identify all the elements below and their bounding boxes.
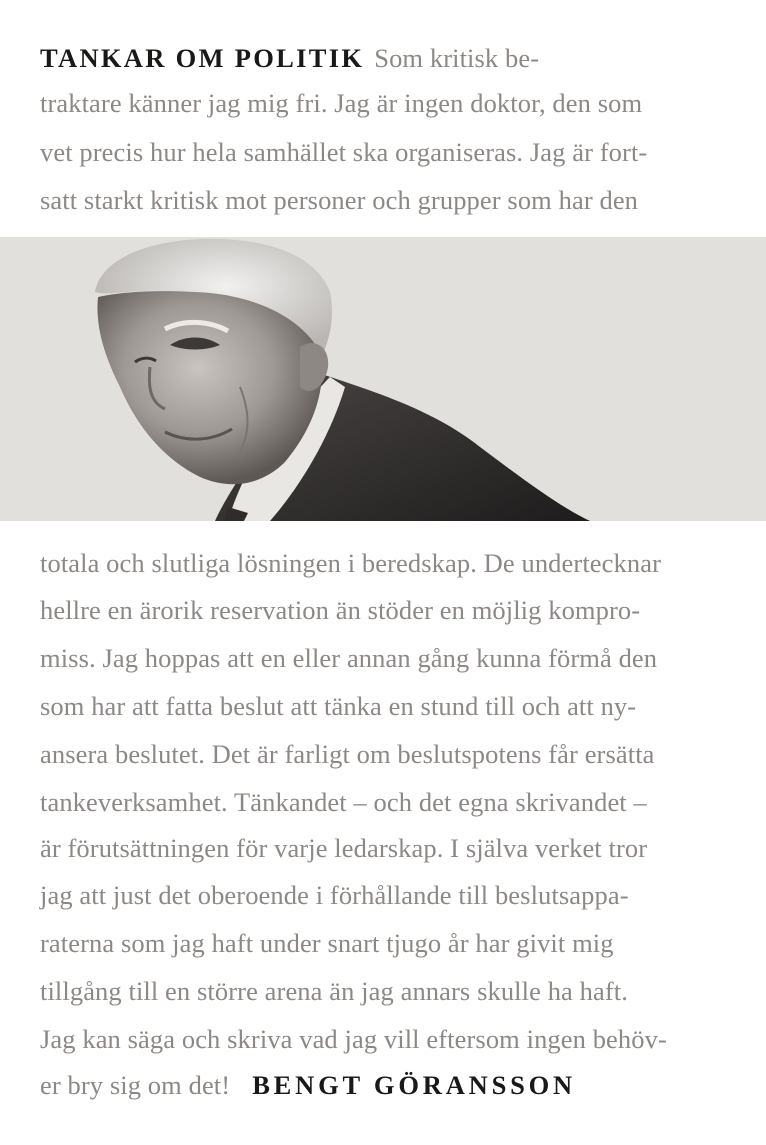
- text-line: tillgång till en större arena än jag annars skulle ha haft.: [40, 976, 628, 1006]
- text-line: raterna som jag haft under snart tjugo år har givit mig: [40, 928, 614, 958]
- text-line: [40, 41, 539, 75]
- text-line: ansera beslutet. Det är farligt om beslutspotens får ersätta: [40, 739, 655, 769]
- text-line: är förutsättningen för varje ledarskap. I själva verket tror: [40, 833, 648, 863]
- text-line-content: er bry sig om det!: [40, 1070, 231, 1100]
- text-line: som har att fatta beslut att tänka en stund till och att ny-: [40, 691, 637, 721]
- portrait-photo-band: [0, 237, 766, 521]
- text-line: totala och slutliga lösningen i beredskap. De undertecknar: [40, 548, 661, 578]
- text-line: vet precis hur hela samhället ska organiseras. Jag är fort-: [40, 137, 648, 167]
- text-line: hellre en ärorik reservation än stöder en möjlig kompro-: [40, 595, 641, 625]
- text-line: Jag kan säga och skriva vad jag vill eftersom ingen behöv-: [40, 1024, 667, 1054]
- text-line: miss. Jag hoppas att en eller annan gång kunna förmå den: [40, 643, 658, 673]
- book-author: BENGT GÖRANSSON: [252, 1070, 576, 1100]
- text-line-content: Som kritisk be-: [374, 43, 540, 73]
- text-line: tankeverksamhet. Tänkandet – och det egna skrivandet –: [40, 787, 647, 817]
- text-line: satt starkt kritisk mot personer och grupper som har den: [40, 185, 639, 215]
- portrait-photo: [0, 237, 766, 521]
- text-line: [40, 1068, 576, 1102]
- text-line: traktare känner jag mig fri. Jag är ingen doktor, den som: [40, 88, 643, 118]
- text-line: jag att just det oberoende i förhållande till beslutsappa-: [40, 880, 629, 910]
- book-title: TANKAR OM POLITIK: [40, 43, 365, 73]
